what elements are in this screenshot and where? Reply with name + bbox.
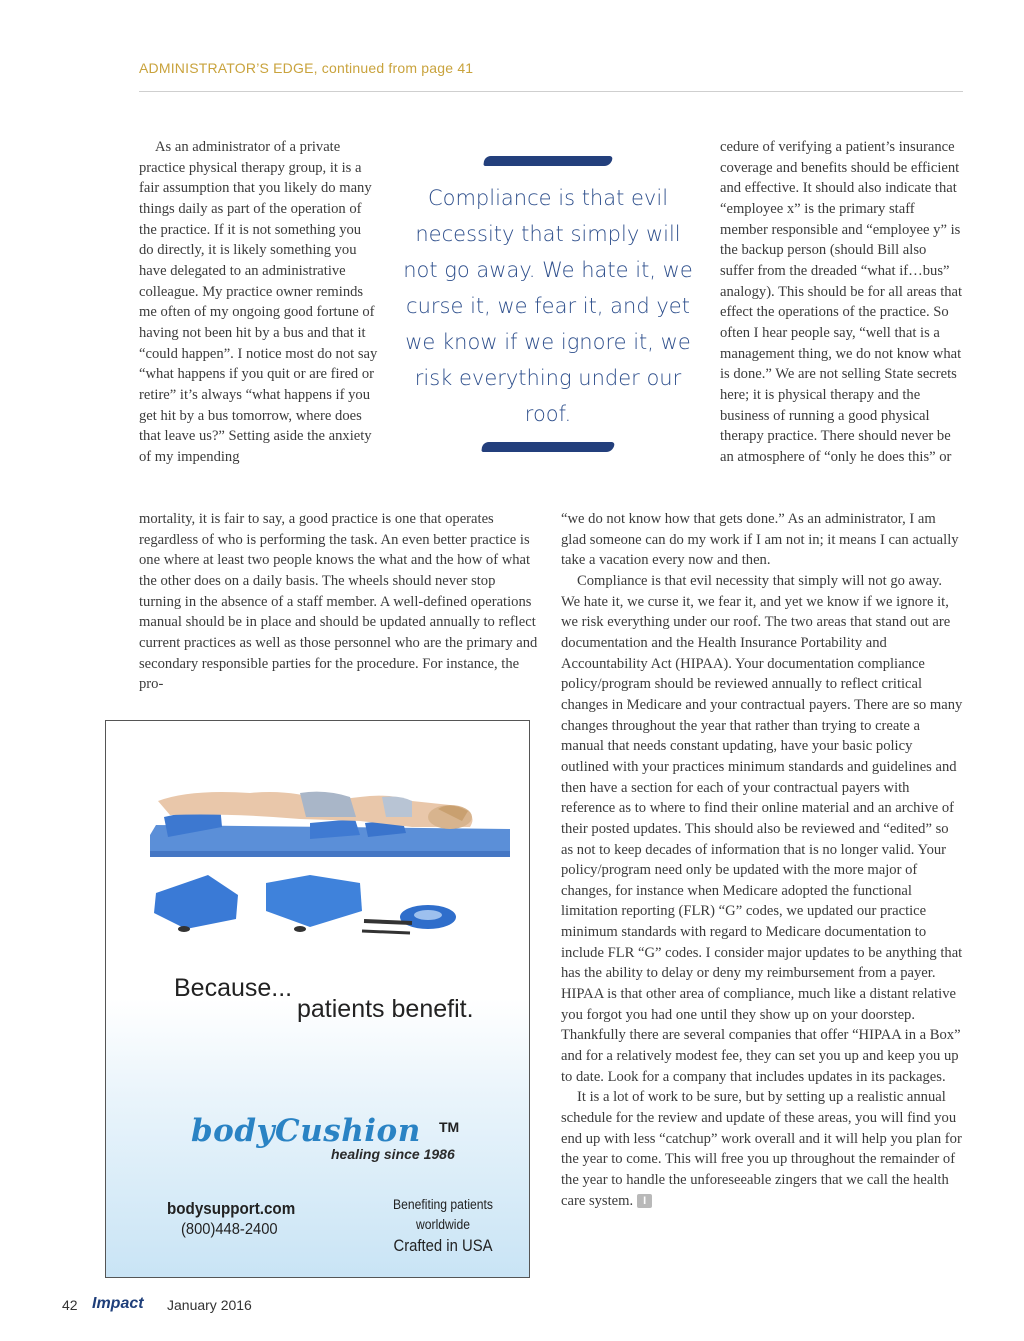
trademark-symbol: TM [439, 1119, 460, 1135]
pull-quote [400, 152, 696, 452]
article-paragraph: mortality, it is fair to say, a good practice is one that operates regardless of who is performing the task. An even better practice is one where at least two people knows the what and the how of what the other does on a daily basis. The wheels should never stop turning in the absence of a staff member. A well-defined operations manual should be in place and should be updated annually to reflect current practices as well as those personnel who are the primary and secondary responsible parties for the procedure. For instance, the pro- [139, 511, 538, 693]
pull-quote-bottom-brushstroke [481, 442, 614, 452]
ad-benefits-block [368, 1195, 518, 1257]
brand-tagline: healing since 1986 [331, 1146, 455, 1162]
ad-headline-benefit: patients benefit. [297, 995, 474, 1023]
article-column-right-top [720, 137, 963, 468]
pull-quote-top-brushstroke [483, 156, 612, 166]
pull-quote-text: Compliance is that evil necessity that simply will not go away. We hate it, we curse it, we fear it, and yet we know if we ignore it, we risk everything under our roof. [403, 186, 693, 426]
article-column-left-top [139, 137, 379, 468]
article-paragraph: Compliance is that evil necessity that simply will not go away. We hate it, we curse it, we fear it, and yet we know if we ignore it, we risk everything under our roof. The two areas that stand out are documentation and the Health Insurance Portability and Accountability Act (HIPAA). Your documentation compliance policy/program should be reviewed annually to reflect critical changes in Medicare and your contractual payers. There are so many changes throughout the year that rather than trying to create a manual that needs constant updating, have your basic policy outlined with your practices minimum standards and guidelines and then have a section for each of your contractual payers with reference as to where to find their online material and an archive of their posted updates. This should also be reviewed and “edited” so as not to keep decades of information that is no longer valid. Your policy/program need only be updated with the more major of changes, for instance when Medicare adopted the functional limitation reporting (FLR) “G” codes, we updated our practice minimum standards with regard to Medicare documentation to include FLR “G” codes. I consider major updates to be anything that has the ability to delay or deny my reimbursement from a payer. HIPAA is that other area of compliance, much like a distant relative you forgot you had one until they show up on your doorstep. Thankfully there are several companies that offer “HIPAA in a Box” and for a relatively modest fee, they can set you up and keep you up to date. Look for a company that includes updates in its packages. [561, 572, 963, 1085]
magazine-name: Impact [92, 1295, 144, 1312]
ad-headline-because: Because... [174, 974, 293, 1002]
running-head: ADMINISTRATOR’S EDGE, continued from page 41 [139, 60, 474, 76]
bodycushion-advertisement[interactable] [105, 720, 530, 1278]
end-of-article-icon: I [637, 1194, 652, 1208]
article-paragraph: “we do not know how that gets done.” As an administrator, I am glad someone can do my work if I am not in; it means I can actually take a vacation every now and then. [561, 511, 959, 569]
ad-benefit-line: Benefiting patients [393, 1197, 493, 1212]
ad-website-link[interactable]: bodysupport.com [167, 1200, 296, 1218]
ad-phone-number: (800)448-2400 [181, 1221, 278, 1238]
article-paragraph-final [561, 1087, 963, 1211]
ad-benefit-line: worldwide [415, 1217, 471, 1232]
article-paragraph: As an administrator of a private practice physical therapy group, it is a fair assumption that you likely do many things daily as part of the operation of the practice. If it is not something you do directly, it is likely something you have delegated to an administrative colleague. My practice owner reminds me often of my ongoing good fortune of having not been hit by a bus and that it “could happen”. I notice most do not say “what happens if you quit or are fired or retire” it’s always “what happens if you get hit by a bus tomorrow, where does that leave us?” Setting aside the anxiety of my impending [139, 139, 378, 465]
final-paragraph-text: It is a lot of work to be sure, but by setting up a realistic annual schedule for the review and update of these areas, you will find you end up with less “catchup” work overall and it will help you plan for the year to come. This will free you up throughout the remainder of the year to handle the unforeseeable zingers that we call the health care system. [561, 1089, 962, 1209]
brand-logo: bodyCushion [191, 1113, 421, 1149]
page-number: 42 [62, 1297, 78, 1313]
ad-made-in-usa: Crafted in USA [393, 1237, 493, 1255]
issue-date: January 2016 [167, 1297, 252, 1313]
article-column-left-bottom [139, 509, 539, 695]
article-column-right-bottom [561, 509, 963, 1211]
header-divider [139, 91, 963, 92]
product-photo [150, 771, 510, 961]
article-paragraph: cedure of verifying a patient’s insurance coverage and benefits should be efficient and effective. It should also indicate that “employee x” is the primary staff member responsible and “employee y” is the backup person (should Bill also suffer from the dreaded “what if…bus” analogy). This should be for all areas that effect the operations of the practice. So often I hear people say, “well that is a management thing, we do not know what is done.” We are not selling State secrets here; it is physical therapy and the business of running a good physical therapy practice. There should never be an atmosphere of “only he does this” or [720, 139, 963, 465]
